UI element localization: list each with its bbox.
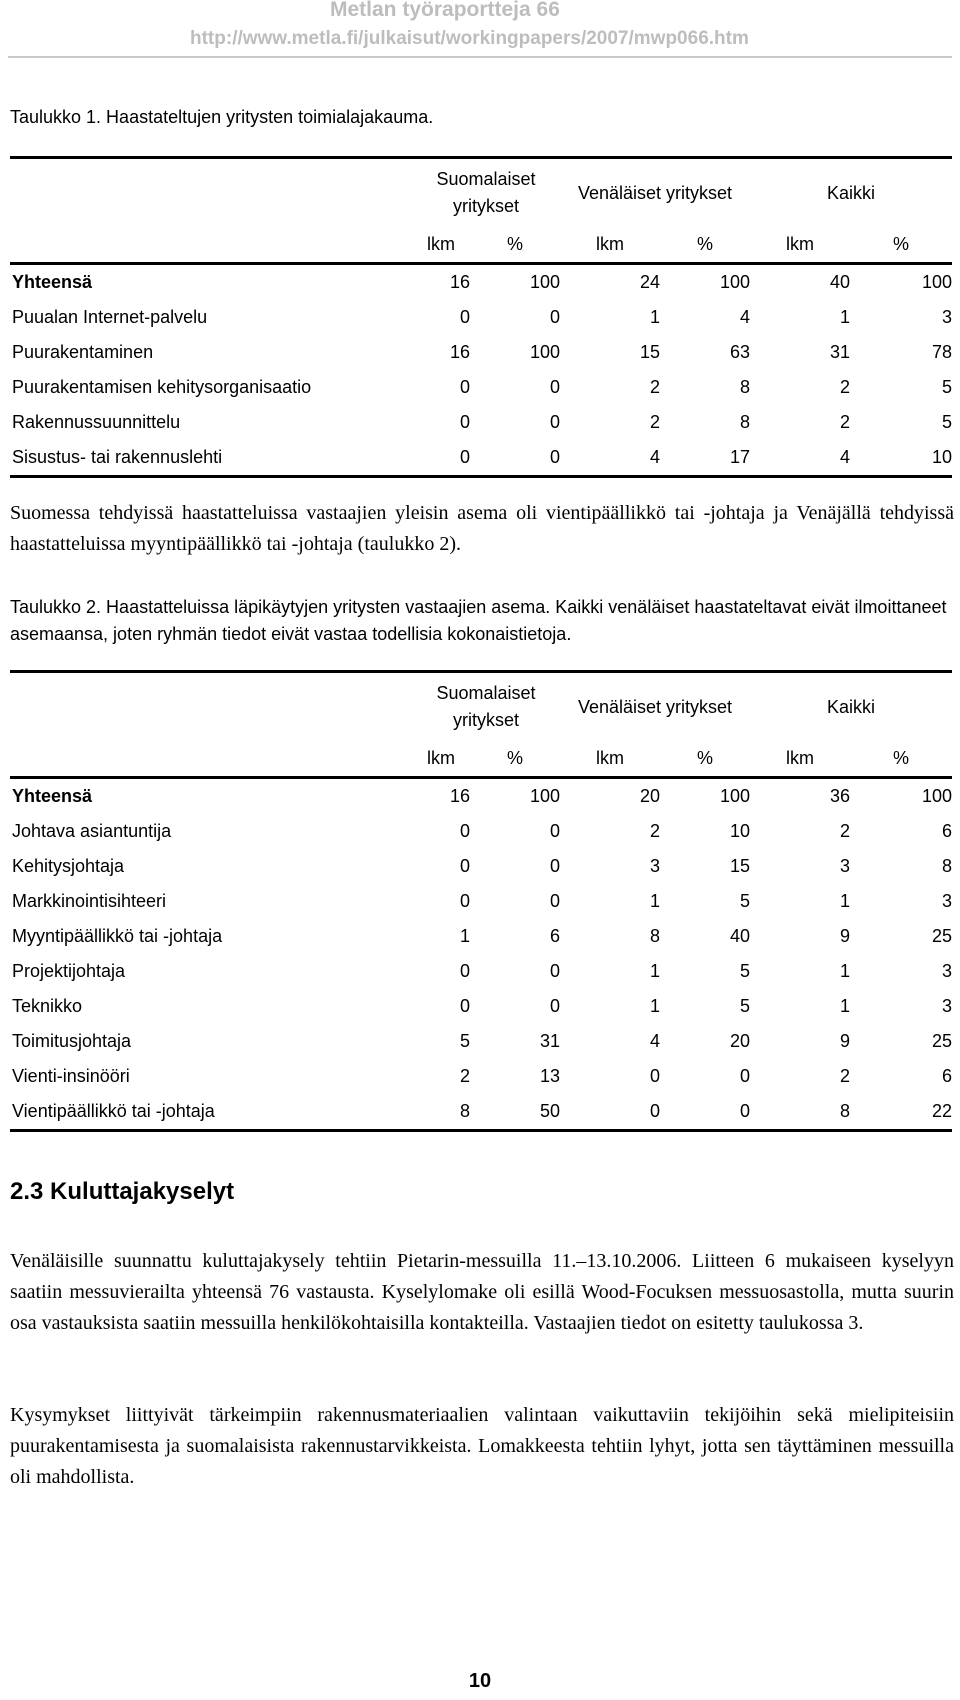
table1-cell: 100 xyxy=(921,272,952,292)
table2-cell: 0 xyxy=(549,856,560,876)
table2-cell: 2 xyxy=(649,821,660,841)
table2-row xyxy=(10,1094,952,1131)
table1-group-header xyxy=(10,158,952,228)
table2-corner xyxy=(10,672,412,742)
table1-subheader: lkm xyxy=(560,227,660,264)
table2-cell: 5 xyxy=(739,961,750,981)
table2 xyxy=(10,670,952,1132)
table1-cell: 2 xyxy=(649,377,660,397)
table2-row xyxy=(10,954,952,989)
table2-cell: 5 xyxy=(739,996,750,1016)
table2-body xyxy=(10,778,952,1131)
table1-cell: 3 xyxy=(941,307,952,327)
table2-subheader: lkm xyxy=(412,741,470,778)
table1-row xyxy=(10,440,952,477)
table2-cell: 0 xyxy=(649,1066,660,1086)
table2-cell: 3 xyxy=(941,996,952,1016)
table2-group-all: Kaikki xyxy=(750,672,952,742)
table1-cell: 24 xyxy=(639,272,660,292)
table1-cell: 0 xyxy=(459,307,470,327)
table2-cell: 0 xyxy=(549,821,560,841)
table2-cell: 22 xyxy=(850,1094,952,1131)
table2-cell: 0 xyxy=(459,856,470,876)
table1-group-finnish: Suomalaiset yritykset xyxy=(412,158,560,228)
table2-cell: 100 xyxy=(719,786,750,806)
table2-cell: 1 xyxy=(649,996,660,1016)
table2-group-russian: Venäläiset yritykset xyxy=(560,672,750,742)
table2-row-label: Kehitysjohtaja xyxy=(12,856,125,876)
table2-row-label: Myyntipäällikkö tai -johtaja xyxy=(12,926,223,946)
table1-subheader-row xyxy=(10,227,952,264)
table1-cell: 0 xyxy=(459,412,470,432)
table1-cell: 10 xyxy=(850,440,952,477)
table1 xyxy=(10,156,952,478)
table2-row xyxy=(10,919,952,954)
table2-cell: 13 xyxy=(539,1066,560,1086)
table2-cell: 3 xyxy=(941,961,952,981)
table2-cell: 0 xyxy=(459,891,470,911)
table2-cell: 50 xyxy=(470,1094,560,1131)
table2-cell: 10 xyxy=(729,821,750,841)
table1-row-label: Puualan Internet-palvelu xyxy=(12,307,208,327)
table2-cell: 3 xyxy=(649,856,660,876)
table1-row xyxy=(10,405,952,440)
table2-cell: 0 xyxy=(560,1094,660,1131)
table2-cell: 20 xyxy=(639,786,660,806)
section-heading: 2.3 Kuluttajakyselyt xyxy=(10,1178,235,1205)
table2-cell: 6 xyxy=(941,821,952,841)
table1-subheader: % xyxy=(850,227,952,264)
table2-cell: 25 xyxy=(931,926,952,946)
table2-cell: 5 xyxy=(739,891,750,911)
table2-row xyxy=(10,849,952,884)
table1-cell: 40 xyxy=(829,272,850,292)
table1-cell: 2 xyxy=(839,377,850,397)
table1-subheader: % xyxy=(470,227,560,264)
table1-row-label: Sisustus- tai rakennuslehti xyxy=(10,440,412,477)
table1-cell: 100 xyxy=(529,342,560,362)
table2-row-label: Teknikko xyxy=(12,996,83,1016)
table2-cell: 8 xyxy=(750,1094,850,1131)
table2-row xyxy=(10,884,952,919)
table1-cell: 0 xyxy=(549,412,560,432)
table1-cell: 17 xyxy=(660,440,750,477)
table1-cell: 15 xyxy=(639,342,660,362)
table1-row xyxy=(10,335,952,370)
table2-row-label: Johtava asiantuntija xyxy=(12,821,172,841)
table1-row-label: Rakennussuunnittelu xyxy=(12,412,181,432)
table2-subheader: % xyxy=(850,741,952,778)
table1-corner xyxy=(10,158,412,228)
table2-cell: 0 xyxy=(739,1066,750,1086)
table2-subheader: lkm xyxy=(750,741,850,778)
table1-cell: 4 xyxy=(739,307,750,327)
table2-cell: 1 xyxy=(839,891,850,911)
table1-cell: 63 xyxy=(729,342,750,362)
table1-row-label: Puurakentaminen xyxy=(12,342,154,362)
table1-row-label: Yhteensä xyxy=(12,272,93,292)
table2-cell: 16 xyxy=(449,786,470,806)
table2-cell: 5 xyxy=(459,1031,470,1051)
table2-row xyxy=(10,814,952,849)
table1-cell: 0 xyxy=(549,307,560,327)
table2-cell: 20 xyxy=(729,1031,750,1051)
table2-cell: 0 xyxy=(660,1094,750,1131)
table2-cell: 8 xyxy=(941,856,952,876)
table2-cell: 36 xyxy=(829,786,850,806)
table1-cell: 78 xyxy=(931,342,952,362)
table2-cell: 0 xyxy=(549,961,560,981)
table2-cell: 1 xyxy=(459,926,470,946)
table2-row-label: Vienti-insinööri xyxy=(12,1066,130,1086)
table2-cell: 100 xyxy=(529,786,560,806)
table1-row-label: Puurakentamisen kehitysorganisaatio xyxy=(12,377,312,397)
table2-group-header xyxy=(10,672,952,742)
table2-cell: 1 xyxy=(649,961,660,981)
table2-cell: 0 xyxy=(459,821,470,841)
paragraph-survey: Venäläisille suunnattu kuluttajakysely tehtiin Pietarin-messuilla 11.–13.10.2006. Liitteen 6 mukaiseen kyselyyn saatiin messuvierailta yhteensä 76 vastausta. Kyselylomake oli esillä Wood-Focuksen messuosastolla, mutta suurin osa vastauksista saatiin messuilla henkilökohtaisilla kontakteilla. Vastaajien tiedot on esitetty taulukossa 3. xyxy=(10,1250,954,1334)
table1-row xyxy=(10,264,952,301)
paragraph-questions: Kysymykset liittyivät tärkeimpiin rakennusmateriaalien valintaan vaikuttaviin tekijöihin sekä mielipiteisiin puurakentamisesta ja suomalaisista rakennustarvikkeista. Lomakkeesta tehtiin lyhyt, jotta sen täyttäminen messuilla oli mahdollista. xyxy=(10,1404,954,1488)
table1-subheader: lkm xyxy=(750,227,850,264)
table1-cell: 31 xyxy=(829,342,850,362)
table2-cell: 0 xyxy=(459,996,470,1016)
table1-cell: 0 xyxy=(412,440,470,477)
table1-cell: 1 xyxy=(649,307,660,327)
table2-cell: 0 xyxy=(459,961,470,981)
table2-cell: 9 xyxy=(839,926,850,946)
table2-group-finnish: Suomalaiset yritykset xyxy=(412,672,560,742)
table2-cell: 6 xyxy=(941,1066,952,1086)
table2-subheader-row xyxy=(10,741,952,778)
table2-cell: 9 xyxy=(839,1031,850,1051)
table1-body xyxy=(10,264,952,477)
header-rule xyxy=(8,56,952,58)
table1-cell: 100 xyxy=(719,272,750,292)
table2-cell: 3 xyxy=(839,856,850,876)
table1-cell: 0 xyxy=(459,377,470,397)
table1-cell: 8 xyxy=(739,377,750,397)
table2-cell: 15 xyxy=(729,856,750,876)
series-title: Metlan työraportteja 66 xyxy=(330,0,560,21)
table1-row xyxy=(10,300,952,335)
table2-row xyxy=(10,1024,952,1059)
table2-row-label: Toimitusjohtaja xyxy=(12,1031,132,1051)
table2-cell: 1 xyxy=(839,961,850,981)
table2-row-label: Markkinointisihteeri xyxy=(12,891,167,911)
table2-cell: 1 xyxy=(649,891,660,911)
table2-cell: 8 xyxy=(649,926,660,946)
table2-subheader: % xyxy=(660,741,750,778)
table2-subheader: % xyxy=(470,741,560,778)
table1-cell: 16 xyxy=(449,272,470,292)
table1-cell: 8 xyxy=(739,412,750,432)
table2-caption: Taulukko 2. Haastatteluissa läpikäytyjen yritysten vastaajien asema. Kaikki venäläiset haastateltavat eivät ilmoittaneet asemaansa, joten ryhmän tiedot eivät vastaa todellisia kokonaistietoja. xyxy=(10,597,947,644)
table1-cell: 5 xyxy=(941,377,952,397)
table2-cell: 100 xyxy=(921,786,952,806)
table1-row xyxy=(10,370,952,405)
table2-row xyxy=(10,989,952,1024)
table1-subheader: lkm xyxy=(412,227,470,264)
table1-cell: 4 xyxy=(560,440,660,477)
table2-cell: 31 xyxy=(539,1031,560,1051)
header-url[interactable]: http://www.metla.fi/julkaisut/workingpapers/2007/mwp066.htm xyxy=(190,28,749,49)
table1-cell: 2 xyxy=(649,412,660,432)
table2-row xyxy=(10,778,952,815)
table2-subheader: lkm xyxy=(560,741,660,778)
table2-cell: 2 xyxy=(839,1066,850,1086)
table1-cell: 5 xyxy=(941,412,952,432)
paragraph-positions: Suomessa tehdyissä haastatteluissa vastaajien yleisin asema oli vientipäällikkö tai -johtaja ja Venäjällä tehdyissä haastatteluissa myyntipäällikkö tai -johtaja (taulukko 2). xyxy=(10,502,954,555)
table2-cell: 1 xyxy=(839,996,850,1016)
table2-row-label: Vientipäällikkö tai -johtaja xyxy=(10,1094,412,1131)
table1-subheader: % xyxy=(660,227,750,264)
table2-cell: 4 xyxy=(649,1031,660,1051)
table2-cell: 3 xyxy=(941,891,952,911)
page-number: 10 xyxy=(468,1670,492,1692)
table1-group-all: Kaikki xyxy=(750,158,952,228)
table2-row-label: Projektijohtaja xyxy=(12,961,126,981)
table2-cell: 2 xyxy=(839,821,850,841)
table1-group-russian: Venäläiset yritykset xyxy=(560,158,750,228)
table1-cell: 16 xyxy=(449,342,470,362)
table1-cell: 0 xyxy=(470,440,560,477)
table2-cell: 0 xyxy=(549,996,560,1016)
table1-caption: Taulukko 1. Haastateltujen yritysten toimialajakauma. xyxy=(10,107,434,127)
table1-cell: 2 xyxy=(839,412,850,432)
table2-cell: 8 xyxy=(412,1094,470,1131)
table2-row xyxy=(10,1059,952,1094)
table2-row-label: Yhteensä xyxy=(12,786,93,806)
table1-cell: 0 xyxy=(549,377,560,397)
table2-cell: 6 xyxy=(549,926,560,946)
table2-cell: 2 xyxy=(459,1066,470,1086)
table1-cell: 100 xyxy=(529,272,560,292)
table1-cell: 1 xyxy=(839,307,850,327)
table2-cell: 25 xyxy=(931,1031,952,1051)
table1-cell: 4 xyxy=(750,440,850,477)
table2-cell: 40 xyxy=(729,926,750,946)
table2-cell: 0 xyxy=(549,891,560,911)
